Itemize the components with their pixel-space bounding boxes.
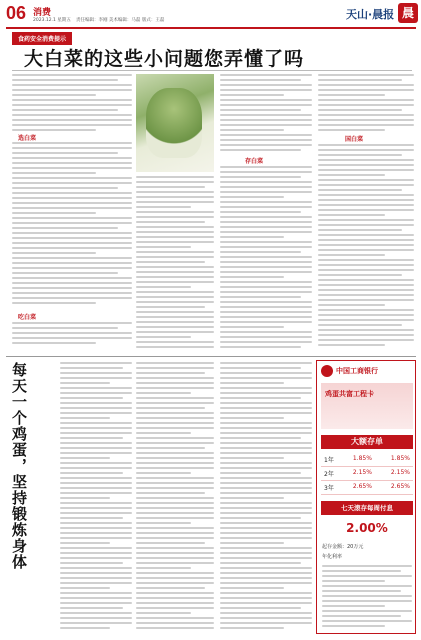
lower-col-3 <box>220 362 312 632</box>
section-label: 消费 <box>33 8 52 18</box>
article-col-1c <box>12 322 132 352</box>
rate-table <box>321 453 413 495</box>
ad-banner <box>321 383 413 429</box>
article-col-2 <box>136 176 214 351</box>
rate-value: 2.65% <box>352 483 372 490</box>
subhead-2: 吃白菜 <box>18 314 37 321</box>
rate-value-2: 2.15% <box>390 469 410 476</box>
date-line: 2023.12.1 星期五 <box>33 18 71 23</box>
rate-value: 2.15% <box>352 469 372 476</box>
rate-value-2: 2.65% <box>390 483 410 490</box>
rate-term: 1年 <box>324 457 334 464</box>
rate-term: 3年 <box>324 485 334 492</box>
rate-value-2: 1.85% <box>390 455 410 462</box>
article-col-4 <box>318 74 414 134</box>
box2-rate: 2.00% <box>346 521 388 535</box>
ad-tagline: 鸡蛋共富工程卡 <box>325 390 374 398</box>
category-tag: 食药安全消费提示 <box>12 32 72 45</box>
rate-row <box>321 467 413 481</box>
paper-name: 天山·晨报 <box>346 8 395 21</box>
lower-col-1 <box>60 362 132 632</box>
rate-value: 1.85% <box>352 455 372 462</box>
subhead-right: 国白菜 <box>345 136 364 143</box>
deposit-box2-title: 七天滚存每周付息 <box>321 501 413 515</box>
rate-term: 2年 <box>324 471 334 478</box>
section-divider <box>6 356 416 357</box>
ad-footer-left: 起存金额：20万元 <box>322 544 364 550</box>
headline-rule <box>12 70 412 71</box>
article-col-1b <box>12 142 132 312</box>
rate-row <box>321 453 413 467</box>
deposit-box-title: 大额存单 <box>321 435 413 449</box>
paper-logo-mark: 晨 <box>398 3 418 23</box>
vertical-headline <box>8 362 56 632</box>
editor-line: 责任编辑：李刚 美术编辑：马磊 版式：王磊 <box>76 18 165 23</box>
ad-footer-right: 年化利率 <box>322 554 343 560</box>
vertical-headline-text: 每天一个鸡蛋，坚持锻炼身体 <box>10 362 28 570</box>
bank-name: 中国工商银行 <box>336 367 378 375</box>
page-header <box>6 3 416 29</box>
article-col-3b <box>220 166 312 352</box>
article-col-4b <box>318 144 414 352</box>
headline: 大白菜的这些小问题您弄懂了吗 <box>24 48 305 70</box>
rate-row <box>321 481 413 495</box>
article-col-3 <box>220 74 312 154</box>
bank-ad <box>316 360 416 634</box>
bank-logo <box>321 365 333 377</box>
ad-fineprint <box>322 565 412 629</box>
cabbage-photo <box>136 74 214 172</box>
header-rule <box>6 27 416 29</box>
subhead-1: 选白菜 <box>18 135 37 142</box>
page-number: 06 <box>6 3 27 23</box>
subhead-3: 存白菜 <box>245 158 264 165</box>
lower-col-2 <box>136 362 214 632</box>
